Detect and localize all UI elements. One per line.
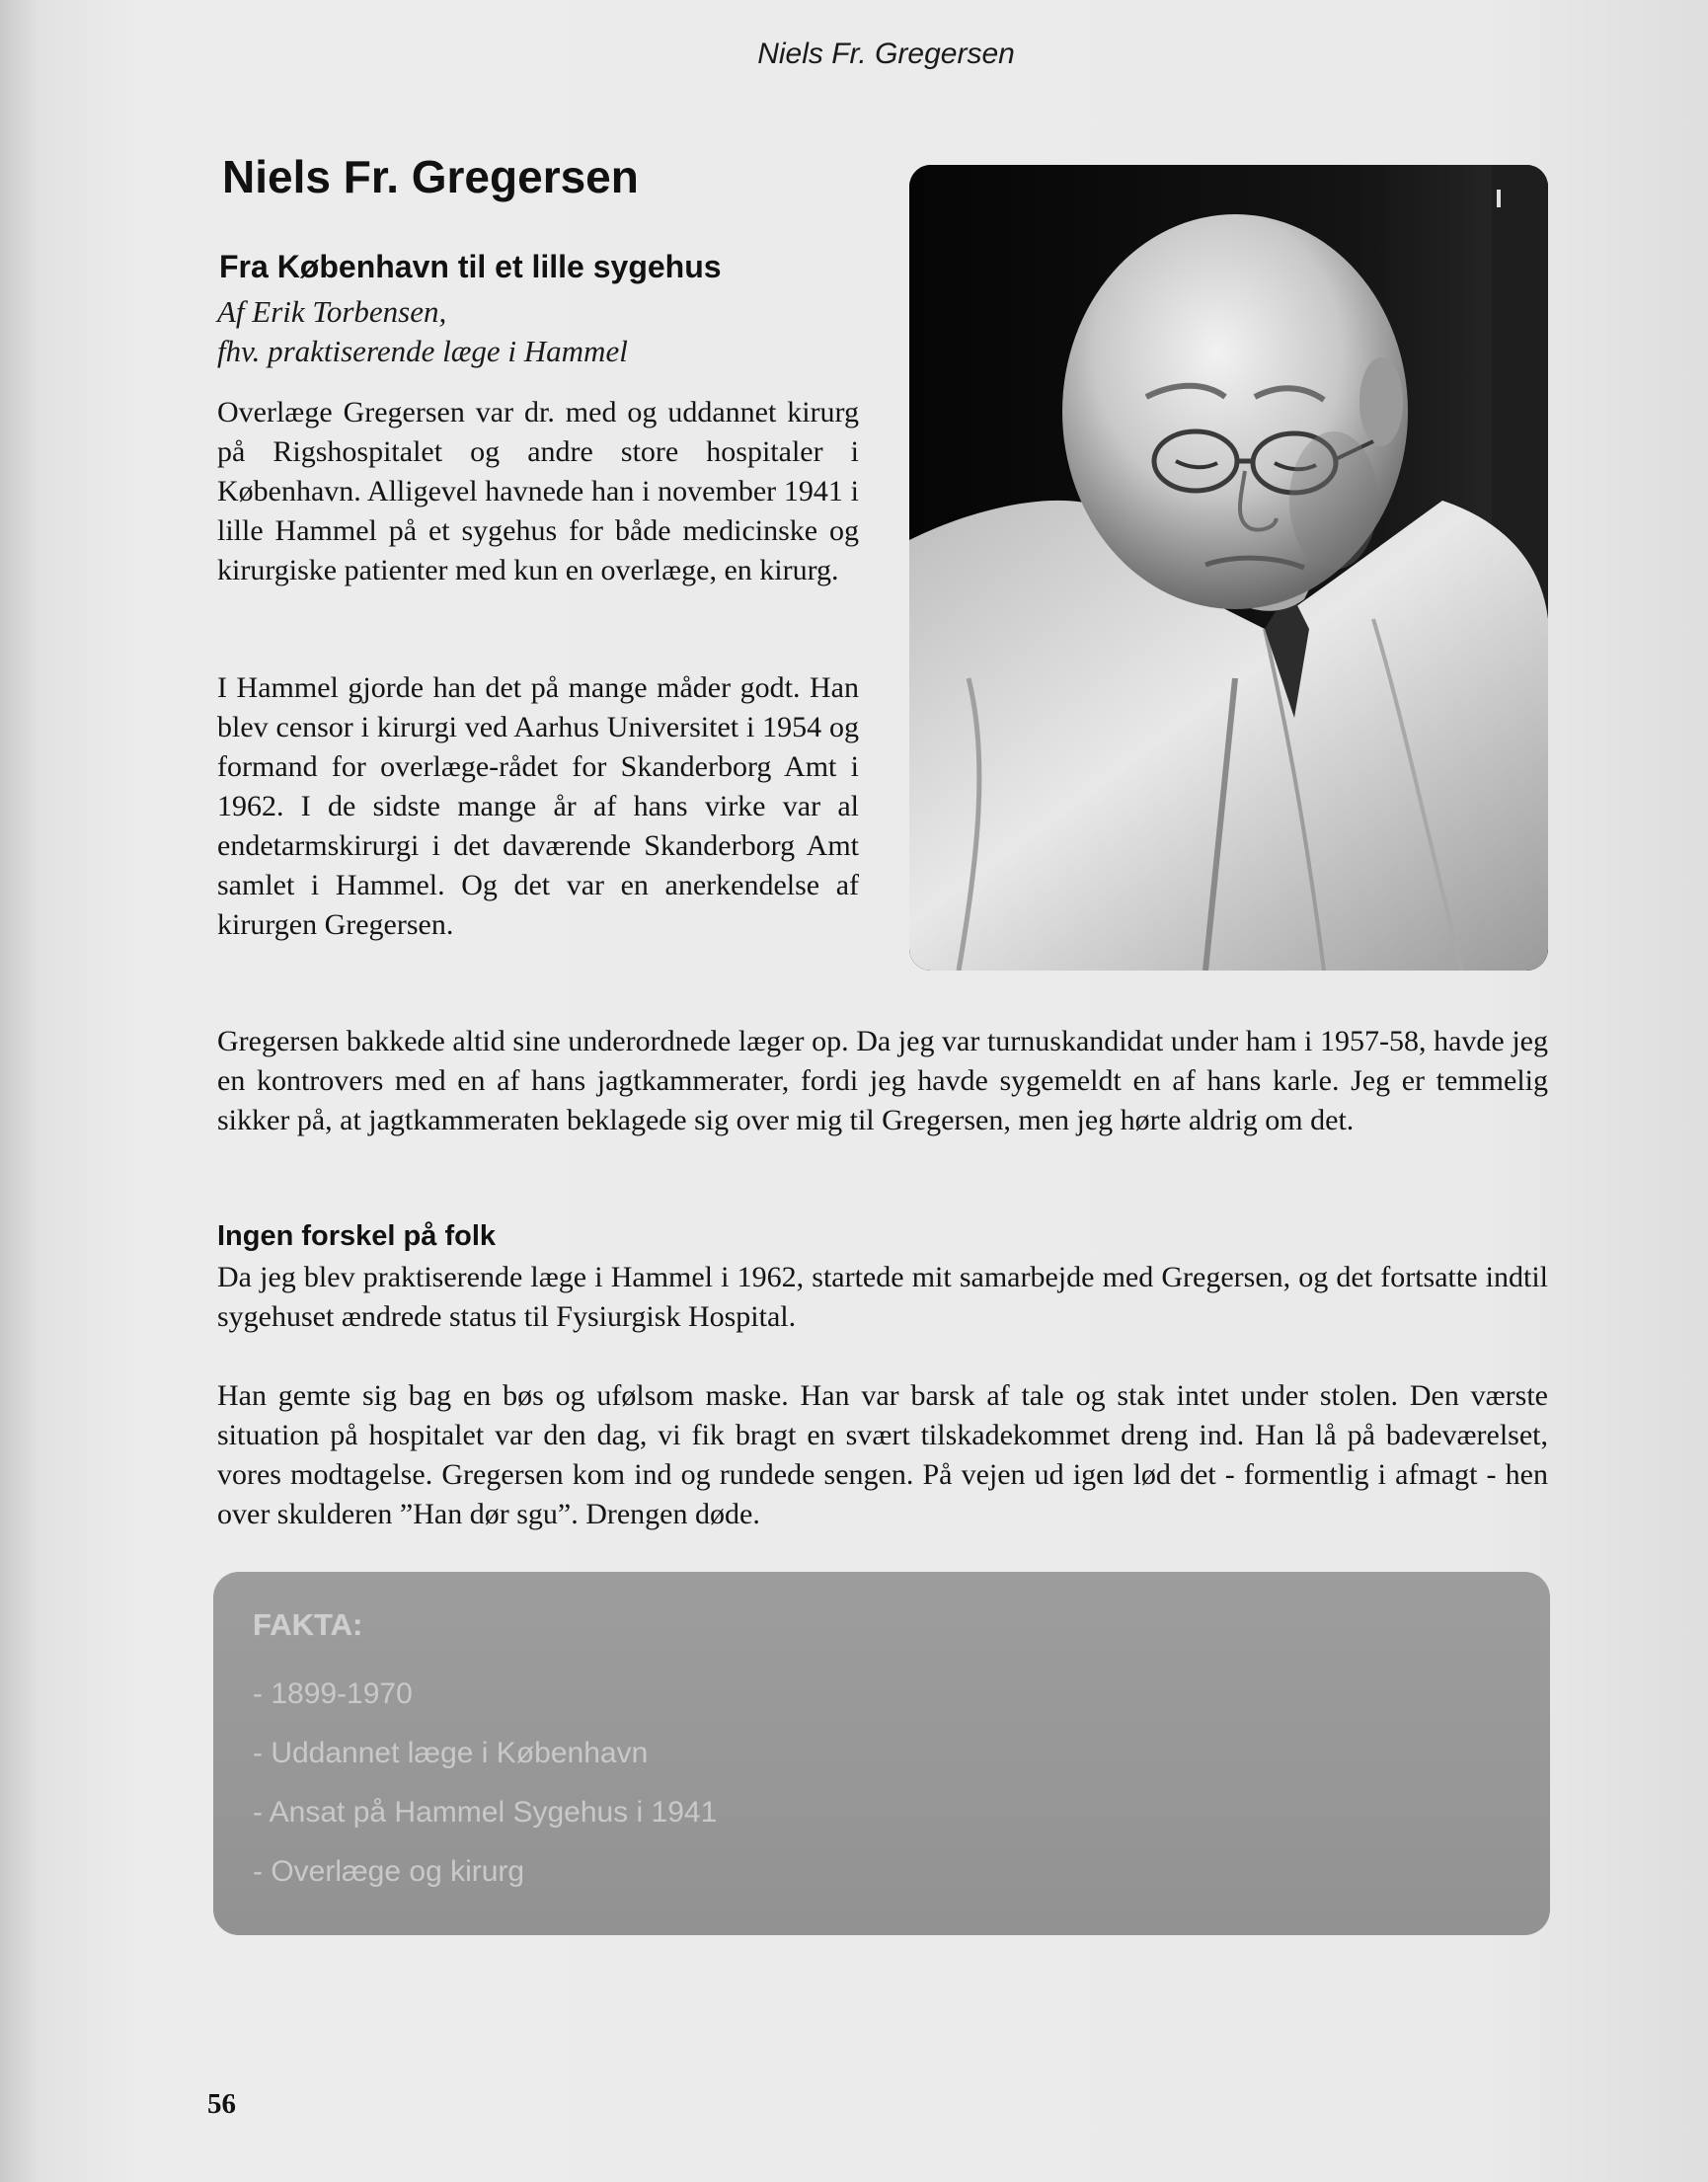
article-subtitle: Fra København til et lille sygehus bbox=[219, 249, 722, 284]
section-heading: Ingen forskel på folk bbox=[217, 1220, 496, 1252]
portrait-photo bbox=[909, 165, 1548, 971]
page-number: 56 bbox=[207, 2088, 236, 2120]
byline-title: fhv. praktiserende læge i Hammel bbox=[217, 334, 628, 368]
paragraph-3: Gregersen bakkede altid sine underordnede læger op. Da jeg var turnuskandidat under ham i 1957-58, havde jeg en kontrovers med en af hans jagtkammerater, fordi jeg havde sygemeldt en af hans karle. Jeg er temmelig sikker på, at jagtkammeraten beklagede sig over mig til Gregersen, men jeg hørte aldrig om det. bbox=[217, 1025, 1548, 1136]
running-head: Niels Fr. Gregersen bbox=[757, 38, 1015, 70]
fakta-item: - Ansat på Hammel Sygehus i 1941 bbox=[253, 1796, 718, 1829]
fakta-item: - 1899-1970 bbox=[253, 1677, 413, 1710]
fakta-title: FAKTA: bbox=[253, 1607, 363, 1642]
fakta-box bbox=[213, 1572, 1550, 1935]
byline-author: Af Erik Torbensen, bbox=[217, 294, 447, 329]
byline bbox=[217, 292, 628, 371]
article-title: Niels Fr. Gregersen bbox=[222, 151, 639, 202]
paragraph-5: Han gemte sig bag en bøs og ufølsom maske. Han var barsk af tale og stak intet under stolen. Den værste situation på hospitalet var den dag, vi fik bragt en svært tilskadekommet dreng ind. Han lå på badeværelset, vores modtagelse. Gregersen kom ind og rundede sengen. På vejen ud igen lød det - formentlig i afmagt - hen over skulderen ”Han dør sgu”. Drengen døde. bbox=[217, 1379, 1548, 1530]
fakta-item: - Uddannet læge i København bbox=[253, 1737, 649, 1769]
paragraph-4: Da jeg blev praktiserende læge i Hammel i 1962, startede mit samarbejde med Gregersen, og det fortsatte indtil sygehuset ændrede status til Fysiurgisk Hospital. bbox=[217, 1261, 1548, 1333]
fakta-item: - Overlæge og kirurg bbox=[253, 1855, 525, 1888]
fakta-list bbox=[253, 1675, 717, 1911]
paragraph-2: I Hammel gjorde han det på mange måder godt. Han blev censor i kirurgi ved Aarhus Universitet i 1954 og formand for overlæge-rådet for Skanderborg Amt i 1962. I de sidste mange år af hans virke var al endetarmskirurgi i det daværende Skanderborg Amt samlet i Hammel. Og det var en anerkendelse af kirurgen Gregersen. bbox=[217, 671, 859, 941]
paragraph-1: Overlæge Gregersen var dr. med og uddannet kirurg på Rigshospitalet og andre store hospitaler i København. Alligevel havnede han i november 1941 i lille Hammel på et sygehus for både medicinske og kirurgiske patienter med kun en overlæge, en kirurg. bbox=[217, 396, 859, 586]
